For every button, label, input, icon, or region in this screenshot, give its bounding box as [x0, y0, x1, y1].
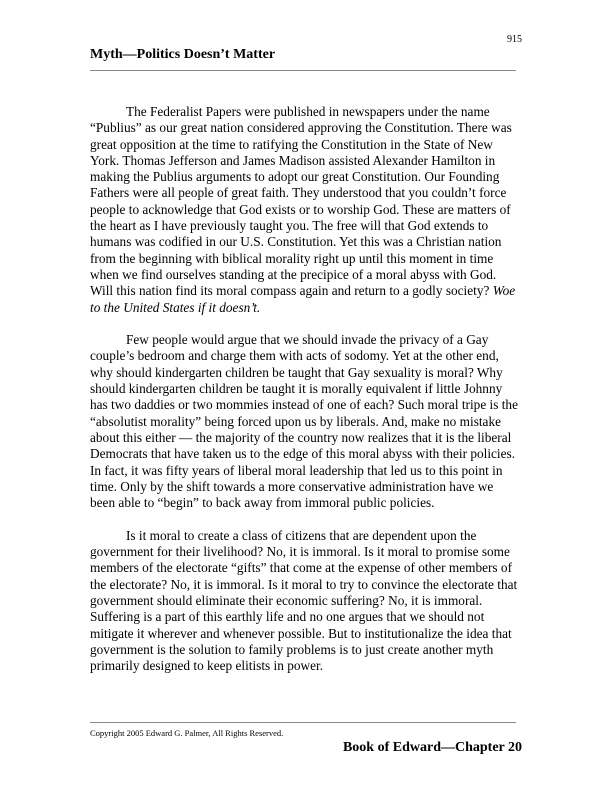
running-title: Myth—Politics Doesn’t Matter: [90, 47, 276, 62]
body-text: [90, 104, 518, 691]
book-chapter-title: Book of Edward—Chapter 20: [342, 740, 522, 755]
paragraph-1: [90, 104, 518, 316]
footer-rule: [90, 722, 516, 723]
paragraph-1-text: The Federalist Papers were published in newspapers under the name “Publius” as our great nation considered approving the Constitution. There was great opposition at the time to ratifying the Constitution in the State of New York. Thomas Jefferson and James Madison assisted Alexander Hamilton in making the Publius arguments to adopt our great Constitution. Our Founding Fathers were all people of great faith. They understood that you couldn’t force people to acknowledge that God exists or to worship God. These are matters of the heart as I have previously taught you. The free will that God extends to humans was codified in our U.S. Constitution. Yet this was a Christian nation from the beginning with biblical morality right up until this moment in time when we find ourselves standing at the precipice of a moral abyss with God. Will this nation find its moral compass again and return to a godly society?: [90, 104, 512, 299]
header-rule: [90, 70, 516, 71]
paragraph-3: Is it moral to create a class of citizens that are dependent upon the government for their livelihood? No, it is immoral. Is it moral to promise some members of the electorate “gifts” that come at the expense of other members of the electorate? No, it is immoral. Is it moral to try to convince the electorate that government should eliminate their economic suffering? No, it is immoral. Suffering is a part of this earthly life and no one argues that we should not mitigate it wherever and whenever possible. But to institutionalize the idea that government is the solution to family problems is to just create another myth primarily designed to keep elitists in power.: [90, 527, 518, 674]
copyright-notice: Copyright 2005 Edward G. Palmer, All Rights Reserved.: [90, 728, 284, 738]
page-number: 915: [507, 34, 522, 45]
paragraph-1-italic: Woe to the United States if it doesn’t.: [90, 283, 516, 315]
paragraph-2: Few people would argue that we should invade the privacy of a Gay couple’s bedroom and charge them with acts of sodomy. Yet at the other end, why should kindergarten children be taught that Gay sexuality is moral? Why should kindergarten children be taught it is morally equivalent if little Johnny has two daddies or two mommies instead of one of each? Such moral tripe is the “absolutist morality” being forced upon us by liberals. And, make no mistake about this either — the majority of the country now realizes that it is the liberal Democrats that have taken us to the edge of this moral abyss with their policies. In fact, it was fifty years of liberal moral leadership that led us to this point in time. Only by the shift towards a more conservative administration have we been able to “begin” to back away from immoral public policies.: [90, 332, 518, 511]
